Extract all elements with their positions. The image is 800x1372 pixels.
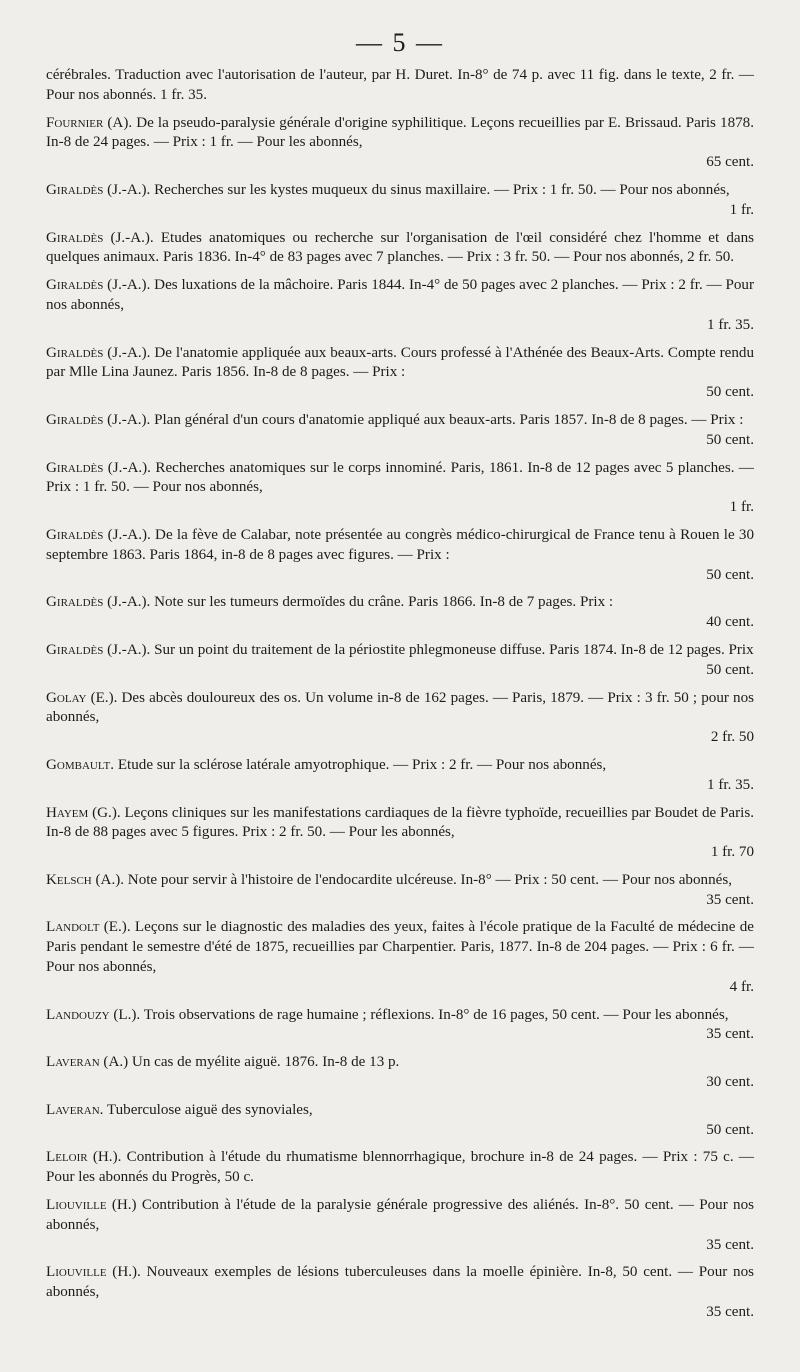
entry-price: 50 cent. xyxy=(706,1121,754,1138)
entry-author: Laveran xyxy=(46,1054,100,1071)
entry-text: (G.). Leçons cliniques sur les manifestations cardiaques de la fièvre typhoïde, recueillies par Boudet de Paris. In-8 de 88 pages avec 5 figures. Prix : 2 fr. 50. — Pour les abonnés, xyxy=(46,804,754,841)
entry-author: Liouville xyxy=(46,1264,107,1281)
entry-author: Giraldès xyxy=(46,641,104,658)
entry-text: (A.). Note pour servir à l'histoire de l'endocardite ulcéreuse. In-8° — Prix : 50 cent. — Pour nos abonnés, xyxy=(91,871,732,888)
bibliography-entry xyxy=(46,593,754,633)
entry-author: Liouville xyxy=(46,1197,107,1214)
entry-text: (H.). Nouveaux exemples de lésions tuberculeuses dans la moelle épinière. In-8, 50 cent. — Pour nos abonnés, xyxy=(46,1264,754,1301)
entry-text: (H.) Contribution à l'étude de la paralysie générale progressive des aliénés. In-8°. 50 cent. — Pour nos abonnés, xyxy=(46,1197,754,1233)
entry-author: Giraldès xyxy=(46,459,104,476)
entry-text: (A). De la pseudo-paralysie générale d'origine syphilitique. Leçons recueillies par E. Brissaud. Paris 1878. In-8 de 24 pages. — Prix : 1 fr. — Pour les abonnés, xyxy=(46,114,754,151)
page-number: — 5 — xyxy=(356,28,444,57)
entry-price: 35 cent. xyxy=(706,891,754,908)
entry-text: cérébrales. Traduction avec l'autorisation de l'auteur, par H. Duret. In-8° de 74 p. avec 11 fig. dans le texte, 2 fr. — Pour nos abonnés. 1 fr. 35. xyxy=(46,67,754,103)
entry-text: (L.). Trois observations de rage humaine ; réflexions. In-8° de 16 pages, 50 cent. — Pour les abonnés, xyxy=(109,1006,729,1023)
entry-price: 35 cent. xyxy=(706,1304,754,1321)
entry-author: Giraldès xyxy=(46,526,104,543)
bibliography-entry xyxy=(46,1263,754,1322)
entry-text: . Tuberculose aiguë des synoviales, xyxy=(99,1101,313,1118)
bibliography-entry xyxy=(46,344,754,403)
bibliography-entry xyxy=(46,1101,754,1141)
entry-price: 1 fr. 35. xyxy=(707,316,754,333)
entry-text: (J.-A.). Etudes anatomiques ou recherche sur l'organisation de l'œil considéré chez l'homme et dans quelques animaux. Paris 1836. In-4° de 83 pages avec 7 planches. — Prix : 3 fr. 50. — Pour nos abonnés, 2 fr. 50. xyxy=(46,229,754,266)
entry-text: (J.-A.). De la fève de Calabar, note présentée au congrès médico-chirurgical de France tenu à Rouen le 30 septembre 1863. Paris 1864, in-8 de 8 pages avec figures. — Prix : xyxy=(46,526,754,563)
entry-text: . Etude sur la sclérose latérale amyotrophique. — Prix : 2 fr. — Pour nos abonnés, xyxy=(110,756,607,773)
bibliography-entry xyxy=(46,459,754,518)
entry-price: 50 cent. xyxy=(706,566,754,583)
bibliography-entry xyxy=(46,918,754,997)
entry-author: Giraldès xyxy=(46,229,104,246)
entry-text: (H.). Contribution à l'étude du rhumatisme blennorrhagique, brochure in-8 de 24 pages. — Prix : 75 c. — Pour les abonnés du Progrès, 50 c. xyxy=(46,1149,754,1186)
bibliography-entry xyxy=(46,276,754,335)
entry-text: (J.-A.). Sur un point du traitement de la périostite phlegmoneuse diffuse. Paris 1874. In-8 de 12 pages. Prix xyxy=(103,641,754,658)
entry-text: (E.). Leçons sur le diagnostic des maladies des yeux, faites à l'école pratique de la Faculté de médecine de Paris pendant le semestre d'été de 1875, recueillies par Charpentier. Paris, 1877. In-8 de 204 pages. — Prix : 6 fr. — Pour nos abonnés, xyxy=(46,919,754,976)
entry-author: Leloir xyxy=(46,1149,88,1166)
entry-price: 2 fr. 50 xyxy=(710,729,754,746)
entry-text: (J.-A.). Recherches anatomiques sur le corps innominé. Paris, 1861. In-8 de 12 pages avec 5 planches. — Prix : 1 fr. 50. — Pour nos abonnés, xyxy=(46,459,754,496)
entry-author: Landolt xyxy=(46,919,100,936)
entry-price: 1 fr. 35. xyxy=(707,776,754,793)
entry-price: 65 cent. xyxy=(706,154,754,171)
bibliography-entry xyxy=(46,1053,754,1093)
bibliography-entry xyxy=(46,689,754,748)
entry-author: Giraldès xyxy=(46,181,104,198)
entry-author: Fournier xyxy=(46,114,104,131)
entry-author: Giraldès xyxy=(46,344,104,361)
bibliography-entry xyxy=(46,1006,754,1046)
entry-price: 1 fr. 70 xyxy=(710,844,754,861)
entry-author: Hayem xyxy=(46,804,89,821)
entry-text: (J.-A.). Des luxations de la mâchoire. Paris 1844. In-4° de 50 pages avec 2 planches. — Prix : 2 fr. — Pour nos abonnés, xyxy=(46,277,754,313)
entry-author: Gombault xyxy=(46,756,111,773)
entry-text: (J.-A.). De l'anatomie appliquée aux beaux-arts. Cours professé à l'Athénée des Beaux-Arts. Compte rendu par Mlle Lina Jaunez. Paris 1856. In-8 de 8 pages. — Prix : xyxy=(46,344,754,381)
entry-price: 35 cent. xyxy=(706,1236,754,1253)
bibliography-list xyxy=(46,66,754,1331)
bibliography-entry xyxy=(46,229,754,269)
entry-price: 30 cent. xyxy=(706,1074,754,1091)
bibliography-entry xyxy=(46,871,754,911)
entry-price: 40 cent. xyxy=(706,614,754,631)
bibliography-entry xyxy=(46,66,754,106)
bibliography-entry xyxy=(46,411,754,451)
entry-price: 50 cent. xyxy=(706,431,754,448)
bibliography-entry xyxy=(46,1148,754,1188)
bibliography-entry xyxy=(46,641,754,681)
entry-price: 1 fr. xyxy=(729,201,754,218)
entry-text: (J.-A.). Plan général d'un cours d'anatomie appliqué aux beaux-arts. Paris 1857. In-8 de 8 pages. — Prix : xyxy=(103,411,744,428)
bibliography-entry xyxy=(46,1196,754,1255)
entry-author: Landouzy xyxy=(46,1006,110,1023)
bibliography-entry xyxy=(46,756,754,796)
entry-price: 35 cent. xyxy=(706,1026,754,1043)
entry-price: 50 cent. xyxy=(706,384,754,401)
bibliography-entry xyxy=(46,114,754,173)
bibliography-entry xyxy=(46,181,754,221)
entry-author: Giraldès xyxy=(46,594,104,611)
entry-price: 1 fr. xyxy=(729,499,754,516)
entry-text: (A.) Un cas de myélite aiguë. 1876. In-8 de 13 p. xyxy=(99,1054,400,1071)
entry-author: Golay xyxy=(46,689,87,706)
bibliography-entry xyxy=(46,804,754,863)
entry-price: 4 fr. xyxy=(729,978,754,995)
entry-author: Giraldès xyxy=(46,277,104,294)
entry-author: Laveran xyxy=(46,1101,100,1118)
entry-author: Kelsch xyxy=(46,871,92,888)
bibliography-entry xyxy=(46,526,754,585)
entry-text: (J.-A.). Note sur les tumeurs dermoïdes du crâne. Paris 1866. In-8 de 7 pages. Prix : xyxy=(103,594,614,611)
entry-price: 50 cent. xyxy=(706,661,754,678)
entry-text: (E.). Des abcès douloureux des os. Un volume in-8 de 162 pages. — Paris, 1879. — Prix : 3 fr. 50 ; pour nos abonnés, xyxy=(46,689,754,726)
entry-author: Giraldès xyxy=(46,411,104,428)
entry-text: (J.-A.). Recherches sur les kystes muqueux du sinus maxillaire. — Prix : 1 fr. 50. — Pour nos abonnés, xyxy=(103,181,730,198)
